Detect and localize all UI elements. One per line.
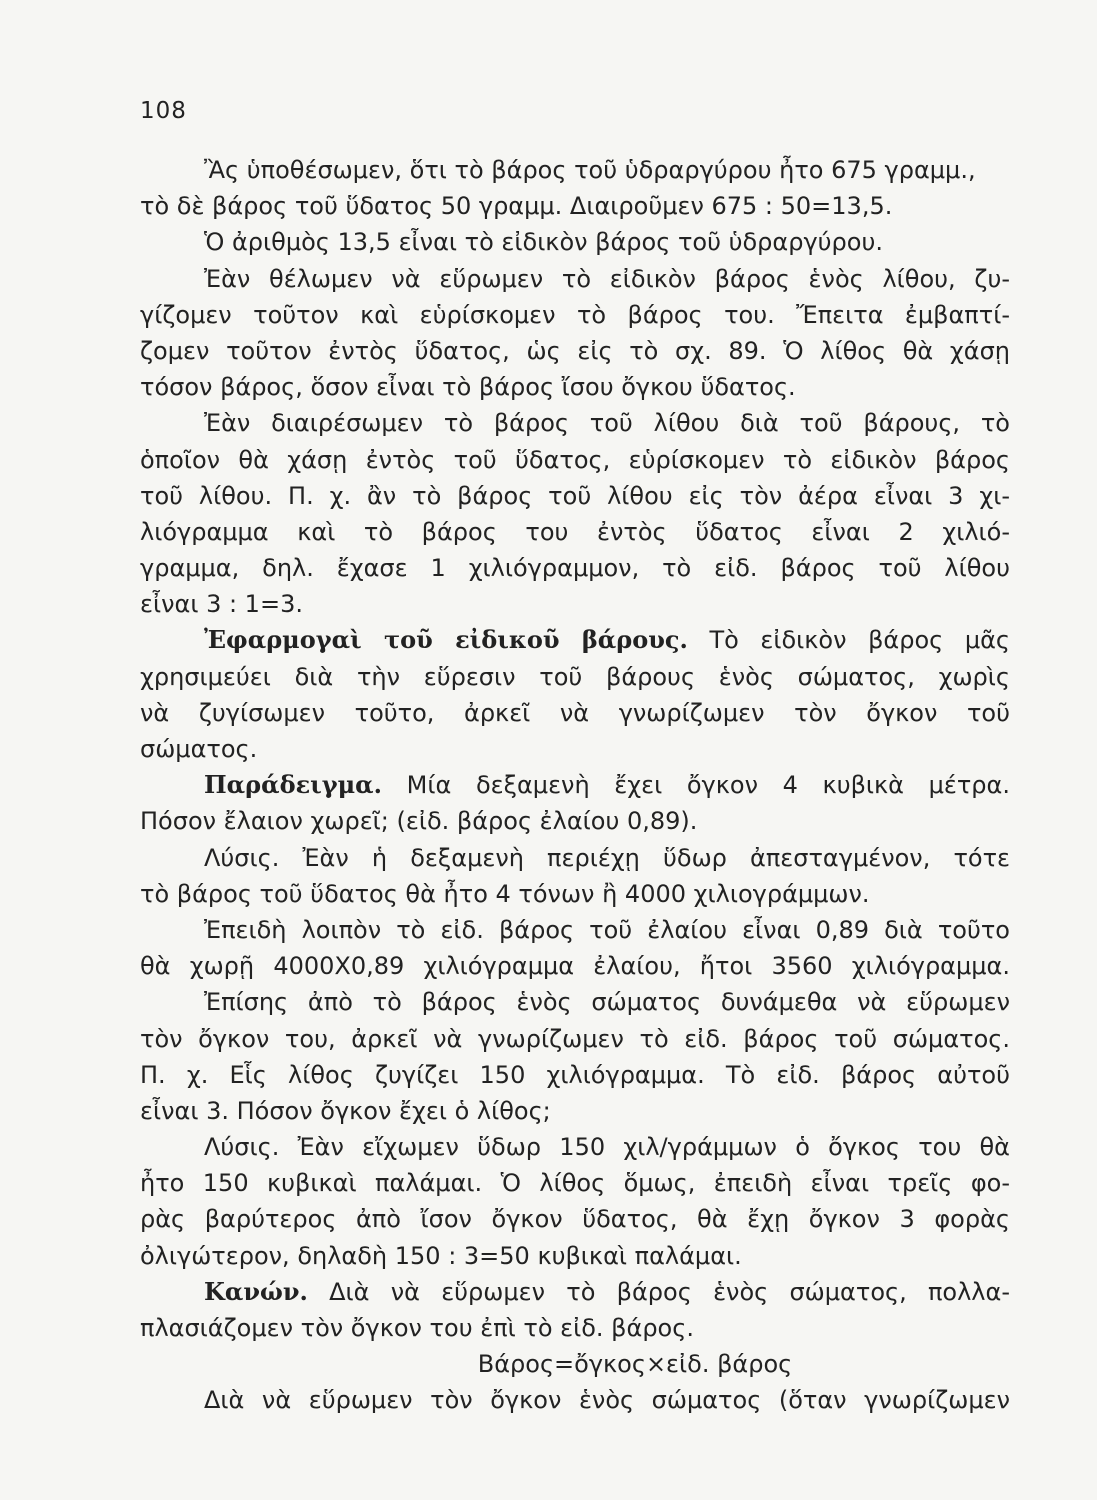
line-text: γίζομεν τοῦτον καὶ εὑρίσκομεν τὸ βάρος του. Ἔπειτα ἐμβαπτί- — [140, 300, 1010, 329]
line-text: πλασιάζομεν τὸν ὄγκον του ἐπὶ τὸ εἰδ. βάρος. — [140, 1314, 694, 1342]
text-line — [140, 659, 1010, 695]
text-line — [140, 224, 1010, 260]
line-text: τόσον βάρος, ὅσον εἶναι τὸ βάρος ἴσου ὄγκου ὕδατος. — [140, 373, 796, 402]
line-text: ὁποῖον θὰ χάσῃ ἐντὸς τοῦ ὕδατος, εὑρίσκομεν τὸ εἰδικὸν βάρος — [140, 445, 1010, 474]
line-text: Πόσον ἔλαιον χωρεῖ; (εἰδ. βάρος ἐλαίου 0,89). — [140, 807, 698, 836]
text-line — [140, 840, 1010, 876]
line-text: Διὰ νὰ εὕρωμεν τὸ βάρος ἑνὸς σώματος, πολλα- — [307, 1277, 1010, 1306]
text-line — [140, 333, 1010, 369]
line-text: Λύσις. Ἐὰν ἡ δεξαμενὴ περιέχῃ ὕδωρ ἀπεσταγμένον, τότε — [204, 843, 1010, 872]
line-text: τὸν ὄγκον του, ἀρκεῖ νὰ γνωρίζωμεν τὸ εἰδ. βάρος τοῦ σώματος. — [140, 1024, 1010, 1053]
text-line — [140, 1346, 1010, 1382]
text-line — [140, 803, 1010, 839]
text-line — [140, 369, 1010, 405]
line-text: νὰ ζυγίσωμεν τοῦτο, ἀρκεῖ νὰ γνωρίζωμεν τὸν ὄγκον τοῦ — [140, 698, 1010, 727]
text-line — [140, 1057, 1010, 1093]
line-text: Ἐπειδὴ λοιπὸν τὸ εἰδ. βάρος τοῦ ἐλαίου εἶναι 0,89 διὰ τοῦτο — [204, 915, 1010, 944]
text-line — [140, 1165, 1010, 1201]
line-text: Ἐὰν θέλωμεν νὰ εὕρωμεν τὸ εἰδικὸν βάρος ἑνὸς λίθου, ζυ- — [204, 264, 1010, 293]
text-line — [140, 442, 1010, 478]
line-text: Π. χ. Εἷς λίθος ζυγίζει 150 χιλιόγραμμα. Τὸ εἰδ. βάρος αὐτοῦ — [140, 1060, 1010, 1089]
line-text: ζομεν τοῦτον ἐντὸς ὕδατος, ὡς εἰς τὸ σχ. 89. Ὁ λίθος θὰ χάσῃ — [140, 336, 1010, 365]
line-text: Ἂς ὑποθέσωμεν, ὅτι τὸ βάρος τοῦ ὑδραργύρου ἦτο 675 γραμμ., — [204, 156, 976, 184]
text-line — [140, 984, 1010, 1020]
line-text: Ἐπίσης ἀπὸ τὸ βάρος ἑνὸς σώματος δυνάμεθα νὰ εὕρωμεν — [204, 988, 1010, 1017]
text-line — [140, 152, 1010, 188]
line-text: τὸ δὲ βάρος τοῦ ὕδατος 50 γραμμ. Διαιροῦμεν 675 : 50=13,5. — [140, 192, 893, 221]
line-text: Ἐὰν διαιρέσωμεν τὸ βάρος τοῦ λίθου διὰ τοῦ βάρους, τὸ — [204, 409, 1010, 438]
bold-heading: Κανών. — [204, 1276, 308, 1306]
text-line — [140, 948, 1010, 984]
page-number: 108 — [140, 98, 187, 124]
text-line — [140, 261, 1010, 297]
text-line — [140, 188, 1010, 224]
line-text: τὸ βάρος τοῦ ὕδατος θὰ ἦτο 4 τόνων ἢ 4000 χιλιογράμμων. — [140, 879, 870, 908]
text-line — [140, 550, 1010, 586]
text-line — [140, 1021, 1010, 1057]
text-line — [140, 514, 1010, 550]
text-line — [140, 622, 1010, 658]
text-line — [140, 1274, 1010, 1310]
text-line — [140, 1238, 1010, 1274]
text-line — [140, 586, 1010, 622]
line-text: εἶναι 3 : 1=3. — [140, 590, 303, 619]
line-text: χρησιμεύει διὰ τὴν εὕρεσιν τοῦ βάρους ἑνὸς σώματος, χωρὶς — [140, 662, 1010, 691]
bold-heading: Ἐφαρμογαὶ τοῦ εἰδικοῦ βάρους. — [204, 625, 688, 655]
text-line — [140, 1129, 1010, 1165]
line-text: σώματος. — [140, 735, 258, 763]
text-line — [140, 876, 1010, 912]
body-text — [140, 152, 1010, 1419]
text-line — [140, 767, 1010, 803]
text-line — [140, 297, 1010, 333]
line-text: Διὰ νὰ εὕρωμεν τὸν ὄγκον ἑνὸς σώματος (ὅταν γνωρίζωμεν — [204, 1386, 1010, 1415]
line-text: ρὰς βαρύτερος ἀπὸ ἴσον ὄγκον ὕδατος, θὰ ἔχῃ ὄγκον 3 φορὰς — [140, 1205, 1010, 1234]
text-line — [140, 1382, 1010, 1418]
line-text: Τὸ εἰδικὸν βάρος μᾶς — [687, 626, 1010, 655]
text-line — [140, 695, 1010, 731]
text-line — [140, 1310, 1010, 1346]
line-text: εἶναι 3. Πόσον ὄγκον ἔχει ὁ λίθος; — [140, 1096, 551, 1125]
text-line — [140, 405, 1010, 441]
line-text: Ὁ ἀριθμὸς 13,5 εἶναι τὸ εἰδικὸν βάρος τοῦ ὑδραργύρου. — [204, 228, 883, 257]
text-line — [140, 731, 1010, 767]
text-line — [140, 1093, 1010, 1129]
text-line — [140, 478, 1010, 514]
line-text: τοῦ λίθου. Π. χ. ἂν τὸ βάρος τοῦ λίθου εἰς τὸν ἀέρα εἶναι 3 χι- — [140, 481, 1010, 510]
line-text: θὰ χωρῇ 4000Χ0,89 χιλιόγραμμα ἐλαίου, ἤτοι 3560 χιλιόγραμμα. — [140, 952, 1010, 981]
text-line — [140, 1201, 1010, 1237]
line-text: λιόγραμμα καὶ τὸ βάρος του ἐντὸς ὕδατος εἶναι 2 χιλιό- — [140, 517, 1010, 546]
bold-heading: Παράδειγμα. — [204, 770, 383, 800]
line-text: ὀλιγώτερον, δηλαδὴ 150 : 3=50 κυβικαὶ παλάμαι. — [140, 1241, 742, 1270]
line-text: Βάρος=ὄγκος×εἰδ. βάρος — [477, 1350, 793, 1379]
line-text: γραμμα, δηλ. ἔχασε 1 χιλιόγραμμον, τὸ εἰδ. βάρος τοῦ λίθου — [140, 554, 1010, 583]
line-text: Λύσις. Ἐὰν εἴχωμεν ὕδωρ 150 χιλ/γράμμων ὁ ὄγκος του θὰ — [204, 1133, 1010, 1162]
text-line — [140, 912, 1010, 948]
line-text: ἦτο 150 κυβικαὶ παλάμαι. Ὁ λίθος ὅμως, ἐπειδὴ εἶναι τρεῖς φο- — [140, 1169, 1010, 1198]
line-text: Μία δεξαμενὴ ἔχει ὄγκον 4 κυβικὰ μέτρα. — [382, 771, 1010, 800]
